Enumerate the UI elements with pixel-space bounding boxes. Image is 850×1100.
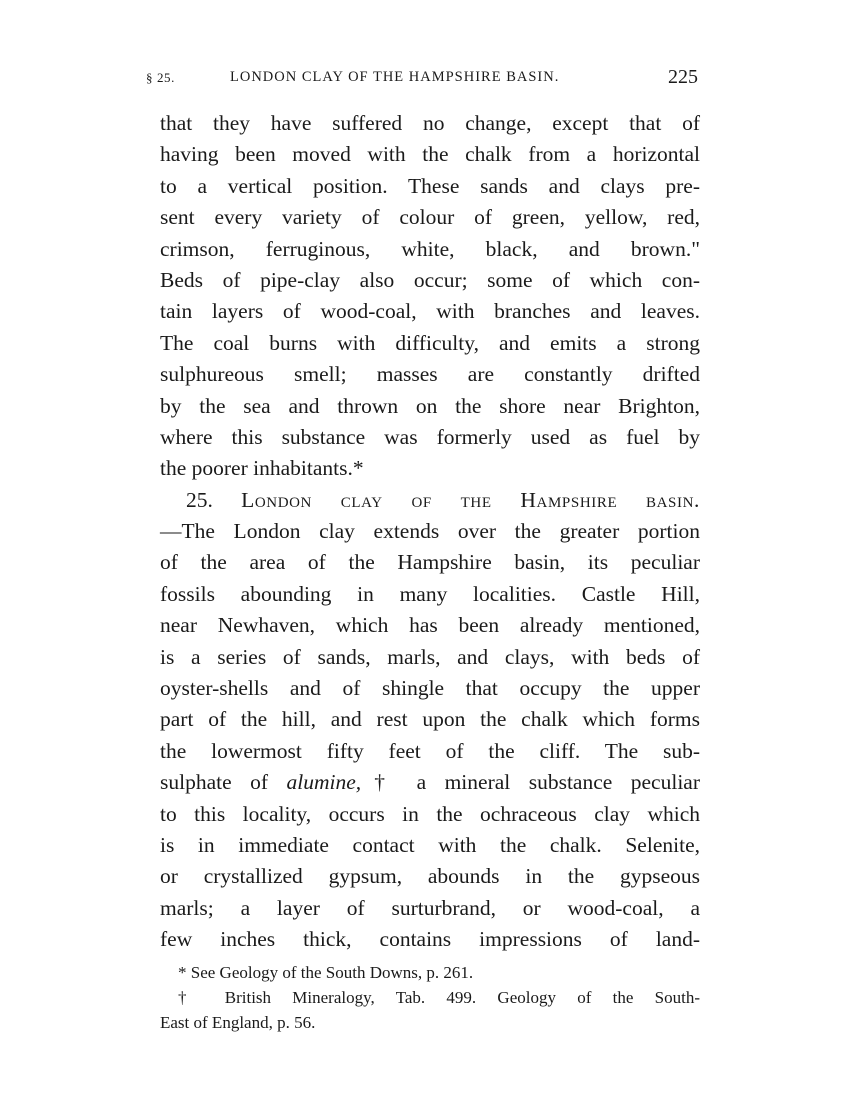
text-line: or crystallized gypsum, abounds in the gypseous (160, 864, 700, 889)
text-line: where this substance was formerly used as fuel by (160, 424, 700, 449)
text-line: crimson, ferruginous, white, black, and brown." (160, 236, 700, 261)
text-line: Beds of pipe-clay also occur; some of which con- (160, 267, 700, 292)
italic-term: alumine, (286, 770, 362, 795)
text-line: that they have suffered no change, except that of (160, 111, 700, 135)
text-line: is a series of sands, marls, and clays, with beds of (160, 644, 700, 669)
text-line: sulphureous smell; masses are constantly drifted (160, 362, 700, 387)
body-text (160, 108, 700, 956)
text-span: sulphate of (160, 770, 287, 795)
text-line: near Newhaven, which has been already mentioned, (160, 613, 700, 638)
text-line: few inches thick, contains impressions of land- (160, 927, 700, 952)
text-line: fossils abounding in many localities. Castle Hill, (160, 581, 700, 606)
text-line: to this locality, occurs in the ochraceous clay which (160, 801, 700, 826)
text-line: the lowermost fifty feet of the cliff. The sub- (160, 738, 700, 763)
text-line: marls; a layer of surturbrand, or wood-coal, a (160, 895, 700, 920)
text-line: oyster-shells and of shingle that occupy the upper (160, 676, 700, 701)
text-line: sent every variety of colour of green, yellow, red, (160, 205, 700, 230)
text-line: is in immediate contact with the chalk. Selenite, (160, 832, 700, 857)
footnote-2: † British Mineralogy, Tab. 499. Geology of the South- (178, 988, 700, 1007)
section-heading: London clay of the Hampshire basin. (241, 487, 701, 512)
text-line: of the area of the Hampshire basin, its peculiar (160, 550, 700, 575)
text-line: part of the hill, and rest upon the chalk which forms (160, 707, 700, 732)
text-line: having been moved with the chalk from a horizontal (160, 142, 700, 167)
section-number: 25. (186, 487, 213, 512)
text-line: —The London clay extends over the greater portion (160, 519, 700, 544)
running-head-title: LONDON CLAY OF THE HAMPSHIRE BASIN. (230, 69, 560, 85)
text-span: † a mineral substance peculiar (361, 770, 700, 795)
footnotes (160, 960, 700, 1035)
text-line: by the sea and thrown on the shore near Brighton, (160, 393, 700, 418)
text-line: the poorer inhabitants.* (160, 456, 364, 481)
section-heading-line (160, 485, 700, 516)
text-line: The coal burns with difficulty, and emits a strong (160, 330, 700, 355)
text-line-alumine (160, 767, 700, 798)
footnote-1: * See Geology of the South Downs, p. 261. (178, 963, 474, 982)
page-number: 225 (668, 66, 698, 88)
running-head (146, 66, 698, 92)
text-line: to a vertical position. These sands and clays pre- (160, 173, 700, 198)
running-head-section: § 25. (146, 70, 175, 85)
text-line: tain layers of wood-coal, with branches and leaves. (160, 299, 700, 324)
footnote-2-continued: East of England, p. 56. (160, 1013, 316, 1032)
